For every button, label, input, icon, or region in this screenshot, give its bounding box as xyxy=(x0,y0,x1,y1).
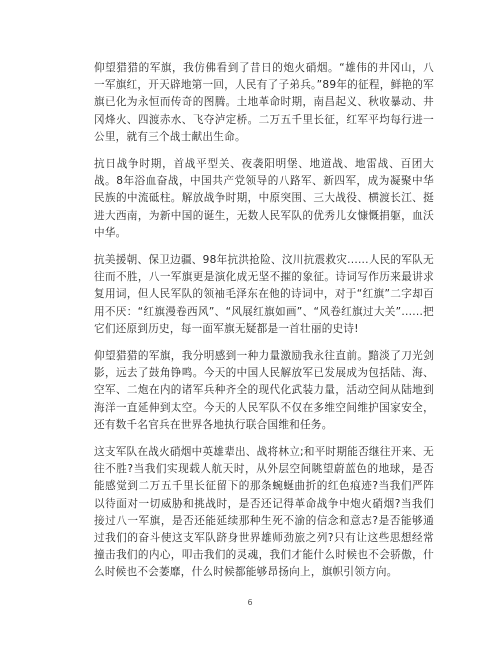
paragraph-4: 仰望猎猎的军旗，我分明感到一种力量激励我永往直前。黯淡了刀光剑影，远去了鼓角铮鸣。今天的中国人民解放军已发展成为包括陆、海、空军、二炮在内的诸军兵种齐全的现代化武装力量，活动空间从陆地到海洋一直延伸到太空。今天的人民军队不仅在多维空间维护国家安全，还有数千名官兵在世界各地执行联合国维和任务。 xyxy=(94,350,434,431)
page-number: 6 xyxy=(247,598,253,607)
paragraph-3: 抗美援朝、保卫边疆、98年抗洪抢险、汶川抗震救灾......人民的军队无往而不胜，八一军旗更是演化成无坚不摧的象征。诗词写作历来最讲求复用词，但人民军队的领袖毛泽东在他的诗词中，对于“红旗”二字却百用不厌：“红旗漫卷西风”、“风展红旗如画”、“风卷红旗过大关”......把它们还原到历史，每一面军旗无疑都是一首壮丽的史诗! xyxy=(94,254,434,335)
paragraph-1: 仰望猎猎的军旗，我仿佛看到了昔日的炮火硝烟。“雄伟的井冈山，八一军旗红，开天辟地第一回，人民有了子弟兵。”89年的征程，鲜艳的军旗已化为永恒而传奇的图腾。土地革命时期，南昌起义、秋收暴动、井冈烽火、四渡赤水、飞夺泸定桥。二万五千里长征，红军平均每行进一公里，就有三个战士献出生命。 xyxy=(94,62,434,143)
paragraph-2: 抗日战争时期，首战平型关、夜袭阳明堡、地道战、地雷战、百团大战。8年浴血奋战，中国共产党领导的八路军、新四军，成为凝聚中华民族的中流砥柱。解放战争时期，中原突围、三大战役、横渡长江、挺进大西南，为新中国的诞生，无数人民军队的优秀儿女慷慨捐躯，血沃中华。 xyxy=(94,158,434,239)
paragraph-5: 这支军队在战火硝烟中英雄辈出、战将林立;和平时期能否继往开来、无往不胜?当我们实现载人航天时，从外层空间眺望蔚蓝色的地球，是否能感觉到二万五千里长征留下的那条蜿蜒曲折的红色痕迹?当我们严阵以待面对一切威胁和挑战时，是否还记得革命战争中炮火硝烟?当我们接过八一军旗，是否还能延续那种生死不渝的信念和意志?是否能够通过我们的奋斗使这支军队跻身世界雄师劲旅之列?只有让这些思想经常撞击我们的内心，叩击我们的灵魂，我们才能什么时候也不会骄傲，什么时候也不会萎靡，什么时候都能够昂扬向上，旗帜引领方向。 xyxy=(94,446,434,579)
